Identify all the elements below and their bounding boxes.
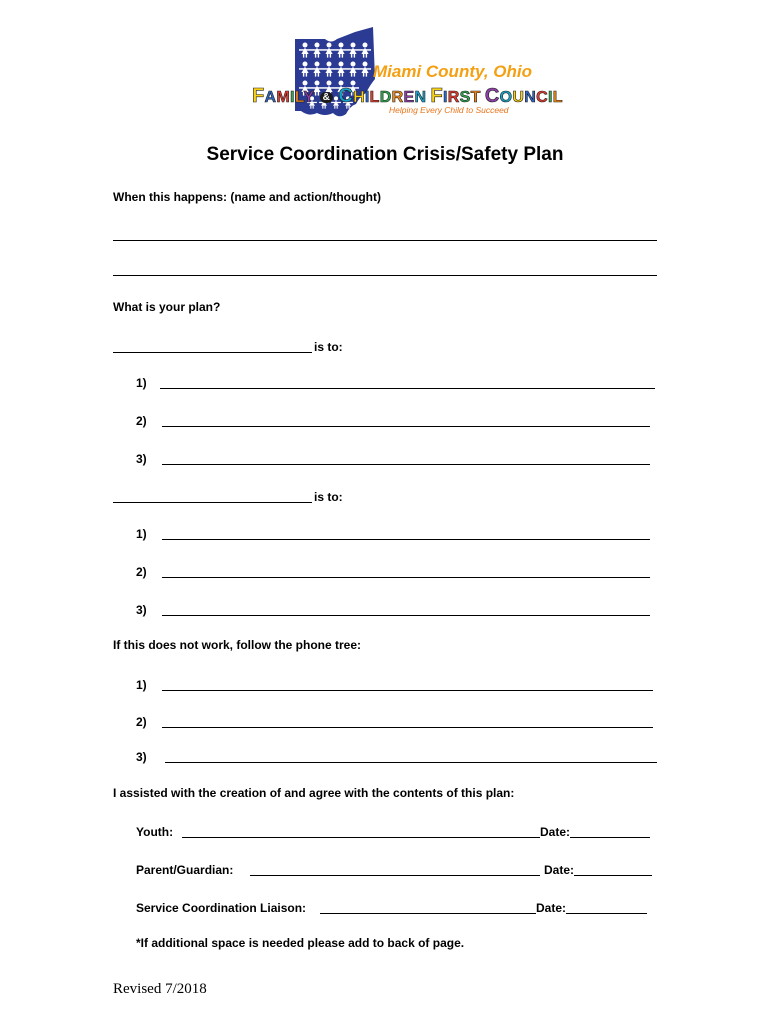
step-number: 1) bbox=[136, 678, 147, 692]
phone-tree-1-field[interactable] bbox=[162, 677, 653, 691]
council-letter: M bbox=[276, 89, 291, 106]
plan-1-step-2-field[interactable] bbox=[162, 413, 650, 427]
youth-date-label: Date: bbox=[540, 825, 571, 839]
plan-1-step-3-field[interactable] bbox=[162, 451, 650, 465]
council-letter: I bbox=[290, 89, 295, 106]
council-letter: I bbox=[548, 89, 553, 106]
plan-heading: What is your plan? bbox=[113, 300, 221, 314]
parent-guardian-date-field[interactable] bbox=[574, 862, 652, 876]
is-to-label: is to: bbox=[314, 490, 343, 504]
council-space bbox=[314, 89, 318, 105]
plan-2-step-row bbox=[136, 524, 650, 542]
plan-1-step-row bbox=[136, 411, 650, 429]
council-letter: S bbox=[459, 89, 471, 106]
is-to-label: is to: bbox=[314, 340, 343, 354]
logo-tagline: Helping Every Child to Succeed bbox=[389, 105, 509, 115]
liaison-date-label: Date: bbox=[536, 901, 567, 915]
phone-tree-row bbox=[136, 675, 653, 693]
plan-2-step-2-field[interactable] bbox=[162, 564, 650, 578]
plan-2-step-row bbox=[136, 600, 650, 618]
council-letter: F bbox=[430, 85, 444, 107]
youth-label: Youth: bbox=[136, 825, 174, 839]
plan-2-person-field[interactable] bbox=[113, 489, 312, 503]
council-letter: N bbox=[414, 89, 427, 106]
step-number: 2) bbox=[136, 565, 147, 579]
parent-guardian-signature-field[interactable] bbox=[250, 862, 540, 876]
page-title: Service Coordination Crisis/Safety Plan bbox=[206, 144, 564, 165]
revision-date: Revised 7/2018 bbox=[113, 981, 207, 997]
parent-guardian-label: Parent/Guardian: bbox=[136, 863, 234, 877]
plan-1-step-1-field[interactable] bbox=[160, 375, 655, 389]
council-ampersand: & bbox=[320, 92, 334, 103]
council-letter: L bbox=[369, 89, 380, 106]
council-letter: A bbox=[264, 89, 277, 106]
council-letter: D bbox=[379, 89, 392, 106]
trigger-line-1-field[interactable] bbox=[113, 240, 657, 241]
phone-tree-heading: If this does not work, follow the phone tree: bbox=[113, 638, 362, 652]
council-letter: L bbox=[294, 89, 304, 106]
council-letter: L bbox=[552, 89, 563, 106]
council-letter: E bbox=[403, 89, 415, 106]
plan-1-step-row bbox=[136, 449, 650, 467]
parent-signature-row bbox=[136, 860, 652, 878]
plan-1-step-row bbox=[136, 373, 655, 391]
council-letter: F bbox=[252, 85, 265, 107]
additional-space-note: *If additional space is needed please add to back of page. bbox=[136, 936, 465, 950]
step-number: 3) bbox=[136, 750, 147, 764]
phone-tree-2-field[interactable] bbox=[162, 714, 653, 728]
step-number: 1) bbox=[136, 376, 147, 390]
youth-date-field[interactable] bbox=[570, 824, 650, 838]
phone-tree-3-field[interactable] bbox=[165, 749, 657, 763]
council-letter: R bbox=[391, 89, 404, 106]
liaison-signature-field[interactable] bbox=[320, 900, 536, 914]
step-number: 1) bbox=[136, 527, 147, 541]
liaison-label: Service Coordination Liaison: bbox=[136, 901, 307, 915]
council-letter: N bbox=[524, 89, 537, 106]
plan-2-step-3-field[interactable] bbox=[162, 602, 650, 616]
agreement-heading: I assisted with the creation of and agree with the contents of this plan: bbox=[113, 786, 515, 800]
council-letter: T bbox=[470, 89, 481, 106]
logo-county-name: Miami County, Ohio bbox=[373, 62, 532, 81]
phone-tree-row bbox=[136, 712, 653, 730]
plan-1-person-field[interactable] bbox=[113, 339, 312, 353]
step-number: 3) bbox=[136, 603, 147, 617]
plan-1-assignee-row bbox=[113, 337, 343, 355]
liaison-date-field[interactable] bbox=[566, 900, 647, 914]
council-letter: C bbox=[484, 85, 500, 107]
youth-signature-row bbox=[136, 822, 650, 840]
council-letter: U bbox=[512, 89, 525, 106]
council-letter: C bbox=[338, 85, 354, 107]
step-number: 3) bbox=[136, 452, 147, 466]
council-letter: C bbox=[536, 89, 548, 106]
trigger-label: When this happens: (name and action/thought) bbox=[113, 190, 381, 204]
council-letter: O bbox=[499, 89, 513, 106]
youth-signature-field[interactable] bbox=[182, 824, 540, 838]
council-letter: I bbox=[443, 89, 448, 106]
council-letter: Y bbox=[303, 89, 315, 106]
council-letter: I bbox=[364, 89, 370, 106]
step-number: 2) bbox=[136, 414, 147, 428]
phone-tree-row bbox=[136, 747, 657, 765]
council-letter: H bbox=[353, 89, 365, 106]
liaison-signature-row bbox=[136, 898, 647, 916]
trigger-line-2-field[interactable] bbox=[113, 275, 657, 276]
council-letter: R bbox=[447, 89, 460, 106]
step-number: 2) bbox=[136, 715, 147, 729]
plan-2-step-1-field[interactable] bbox=[162, 526, 650, 540]
plan-2-step-row bbox=[136, 562, 650, 580]
parent-guardian-date-label: Date: bbox=[544, 863, 575, 877]
plan-2-assignee-row bbox=[113, 487, 343, 505]
